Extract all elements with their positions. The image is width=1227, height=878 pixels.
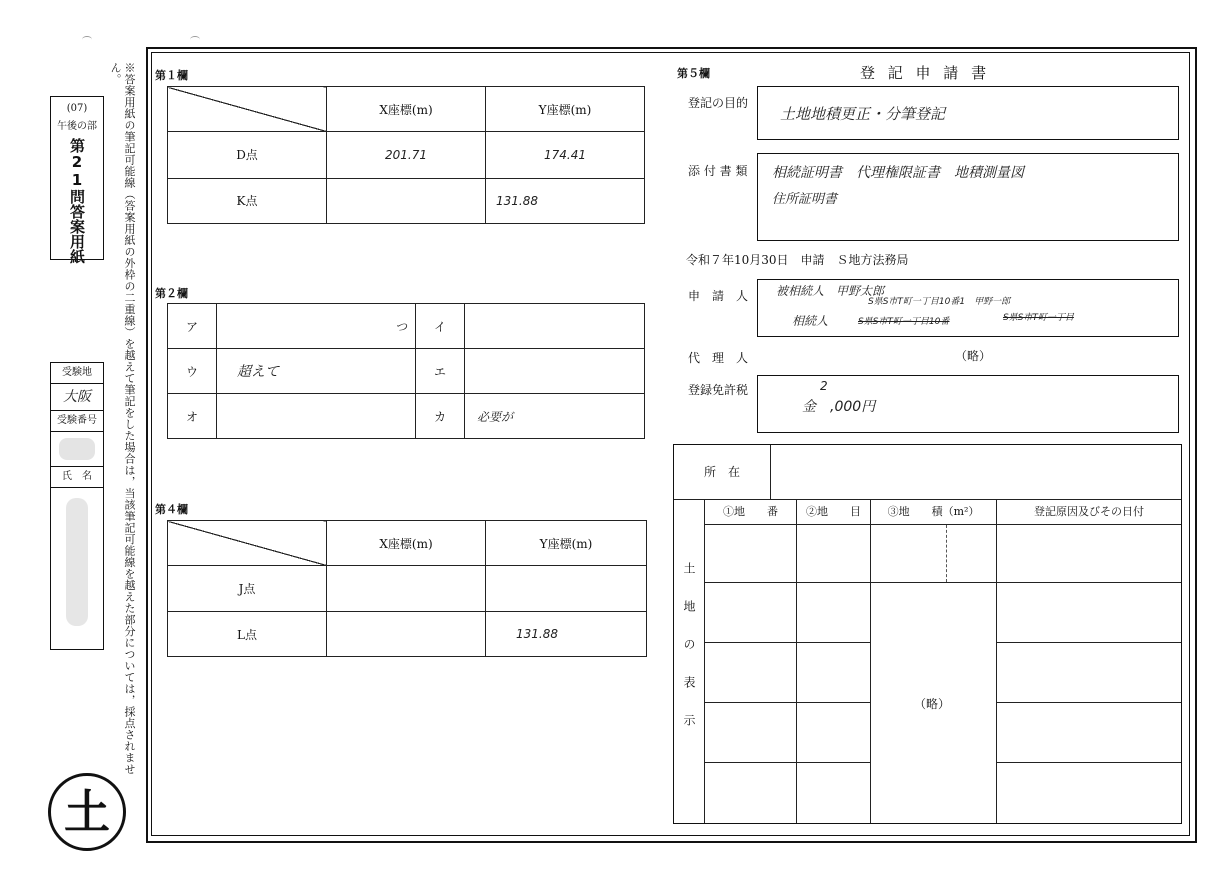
answer-cell[interactable]: [465, 349, 645, 394]
row-label: K点: [168, 178, 327, 223]
section5-title: 第５欄: [677, 67, 710, 80]
grid-hline: [997, 642, 1181, 643]
exam-session: 午後の部: [57, 121, 97, 132]
area-dotted-divider: [946, 525, 947, 582]
applicant-line1b: S県S市T町一丁目10番1 甲野一郎: [868, 297, 1011, 307]
form-title: 登 記 申 請 書: [860, 64, 991, 82]
col-header-number: ①地 番: [705, 500, 797, 525]
table-corner: [168, 521, 327, 566]
section4-table: [167, 520, 647, 657]
blank-key: カ: [416, 394, 465, 439]
purpose-field[interactable]: [757, 86, 1179, 140]
section1-title: 第１欄: [155, 69, 188, 82]
agent-value: （略）: [955, 349, 992, 363]
agent-label: 代 理 人: [688, 351, 749, 365]
purpose-value: 土地地積更正・分筆登記: [780, 105, 946, 123]
grid-hline: [997, 702, 1181, 703]
grid-hline: [997, 762, 1181, 763]
grid-hline: [705, 582, 997, 583]
answer-cell[interactable]: つ: [217, 304, 416, 349]
exam-code: (07): [66, 103, 88, 114]
land-side-column: [674, 500, 705, 823]
answer-cell[interactable]: [327, 178, 486, 223]
blank-key: ウ: [168, 349, 217, 394]
attachments-label: 添 付 書 類: [688, 164, 748, 178]
date-line: 令和７年10月30日 申請 Ｓ地方法務局: [686, 253, 909, 267]
land-omitted: （略）: [914, 697, 951, 711]
blank-key: イ: [416, 304, 465, 349]
grid-hline: [705, 702, 871, 703]
subject-symbol-text: 土: [64, 785, 110, 839]
column-header: X座標(m): [327, 521, 486, 566]
exam-title: 第21問答案用紙: [68, 138, 86, 264]
table-corner: [168, 87, 327, 132]
column-header: Y座標(m): [486, 87, 645, 132]
purpose-label: 登記の目的: [688, 96, 749, 110]
grid-hline: [997, 582, 1181, 583]
section1-table: [167, 86, 645, 224]
section2-table: [167, 303, 645, 439]
applicant-line2: S県S市T町一丁目10番: [858, 317, 950, 327]
answer-cell[interactable]: 必要が: [465, 394, 645, 439]
land-side-label: 土地の表示: [682, 562, 696, 752]
scan-mark: [190, 36, 200, 43]
col-header-area: ③地 積（m²）: [871, 500, 997, 525]
blank-key: オ: [168, 394, 217, 439]
applicant-field[interactable]: [757, 279, 1179, 337]
number-redacted: [51, 432, 103, 467]
venue-value: 大阪: [51, 384, 103, 411]
venue-label: 受験地: [51, 363, 103, 384]
answer-cell[interactable]: [217, 394, 416, 439]
name-label: 氏 名: [51, 467, 103, 488]
subject-symbol: [48, 773, 126, 851]
applicant-line2b: S県S市T町一丁目: [1003, 313, 1074, 323]
blank-key: ア: [168, 304, 217, 349]
attachments-line2: 住所証明書: [772, 192, 838, 207]
attachments-field[interactable]: [757, 153, 1179, 241]
side-notice: ※答案用紙の筆記可能線（答案用紙の外枠の二重線）を越えて筆記をした場合は，当該筆記可能線を越えた部分については，採点されません。: [109, 62, 136, 775]
location-field[interactable]: [771, 445, 1181, 500]
col-header-category: ②地 目: [797, 500, 871, 525]
grid-hline: [705, 762, 871, 763]
blank-key: エ: [416, 349, 465, 394]
applicant-line1: 被相続人 甲野太郎: [776, 284, 885, 298]
answer-cell[interactable]: 超えて: [217, 349, 416, 394]
section4-title: 第４欄: [155, 503, 188, 516]
tax-value: 金 ,000円: [802, 399, 876, 415]
location-label: 所 在: [674, 445, 771, 500]
number-label: 受験番号: [51, 411, 103, 432]
row-label: J点: [168, 566, 327, 612]
row-label: L点: [168, 612, 327, 657]
grid-vline: [796, 525, 797, 823]
answer-cell[interactable]: 131.88: [486, 178, 645, 223]
tax-label: 登録免許税: [688, 383, 749, 397]
section2-title: 第２欄: [155, 287, 188, 300]
tax-superscript: 2: [820, 379, 828, 393]
answer-cell[interactable]: [327, 566, 486, 612]
grid-hline: [705, 642, 871, 643]
tax-field[interactable]: [757, 375, 1179, 433]
applicant-label: 申 請 人: [688, 289, 749, 303]
answer-cell[interactable]: 131.88: [486, 612, 647, 657]
name-redacted: [51, 488, 103, 648]
exam-box: [50, 96, 104, 264]
answer-cell[interactable]: [327, 612, 486, 657]
answer-cell[interactable]: 201.71: [327, 132, 486, 178]
land-table: [673, 444, 1182, 824]
answer-cell[interactable]: [465, 304, 645, 349]
grid-vline: [996, 525, 997, 823]
col-header-cause: 登記原因及びその日付: [997, 500, 1181, 525]
answer-cell[interactable]: [486, 566, 647, 612]
applicant-line2-label: 相続人: [792, 314, 829, 328]
attachments-line1: 相続証明書 代理権限証書 地積測量図: [772, 165, 1024, 181]
grid-vline: [870, 525, 871, 823]
column-header: Y座標(m): [486, 521, 647, 566]
examinee-box: [50, 362, 104, 650]
column-header: X座標(m): [327, 87, 486, 132]
row-label: D点: [168, 132, 327, 178]
answer-cell[interactable]: 174.41: [486, 132, 645, 178]
scan-mark: [82, 36, 92, 43]
